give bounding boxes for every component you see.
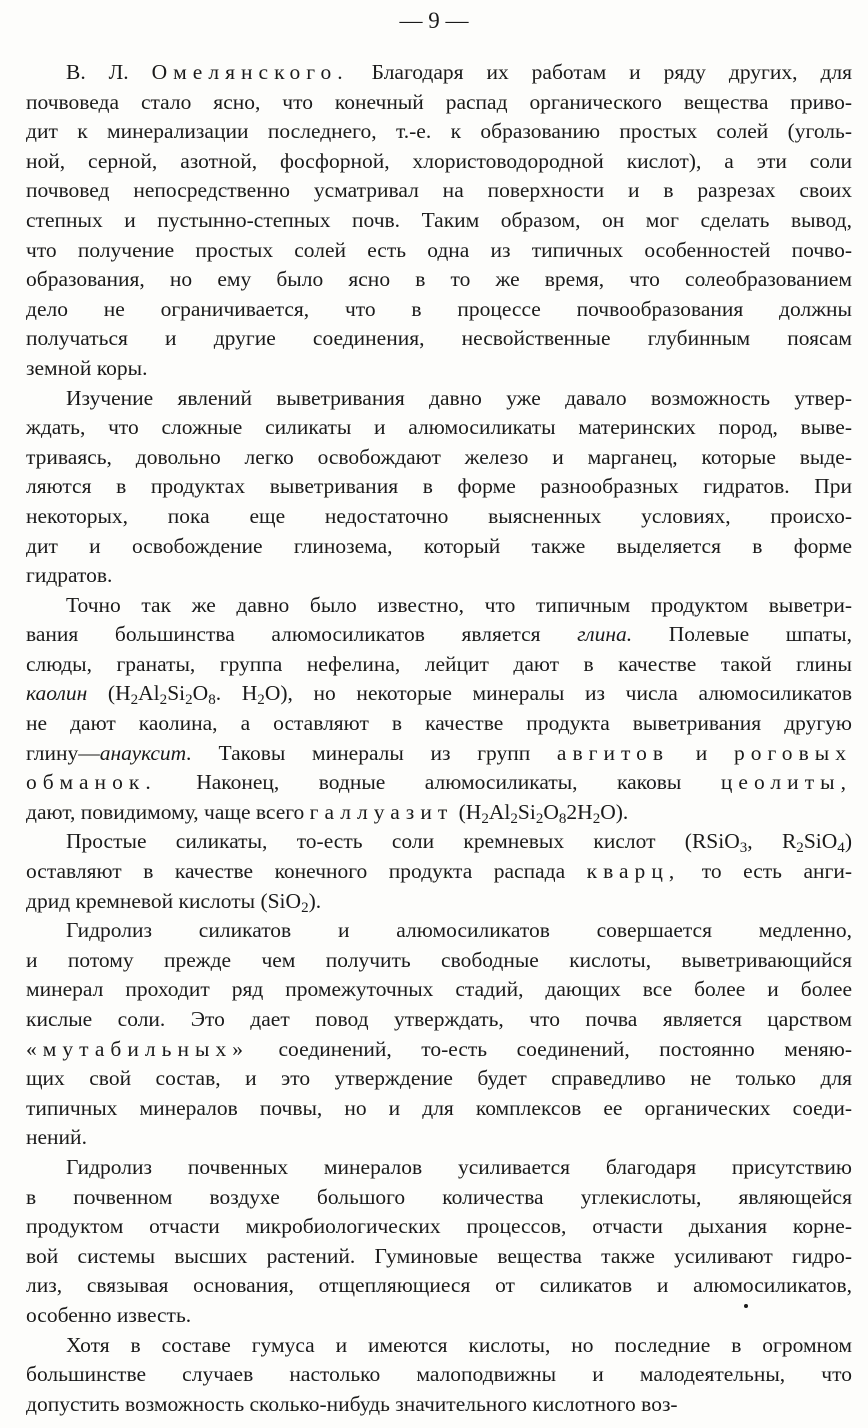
text-run: (H <box>453 799 482 824</box>
text-line <box>26 591 852 621</box>
paragraph-1 <box>26 58 852 384</box>
text-run: некоторых, пока еще недостаточно выясненных условиях, происхо- <box>26 503 852 528</box>
text-run: минерал проходит ряд промежуточных стадий, дающих все более и более <box>26 977 852 1002</box>
text-line <box>26 709 852 739</box>
text-line <box>26 1212 852 1242</box>
text-line <box>26 1271 852 1301</box>
text-run: В. Л. <box>66 60 152 84</box>
text-run: кислые соли. Это дает повод утверждать, что почва является царством <box>26 1007 852 1031</box>
subscript: 2 <box>257 692 265 709</box>
subscript: 2 <box>481 810 489 827</box>
text-run: Al <box>138 681 160 706</box>
text-run: Наконец, водные алюмосиликаты, каковы <box>156 770 721 795</box>
subscript: 8 <box>558 810 567 827</box>
text-line <box>26 1301 852 1331</box>
text-run: дит к минерализации последнего, т.-е. к образованию простых солей (уголь- <box>26 119 852 144</box>
text-run: Простые силикаты, то-есть соли кремневых кислот (RSiO <box>66 829 740 854</box>
text-run: Гидролиз силикатов и алюмосиликатов совершается медленно, <box>66 918 852 943</box>
text-line <box>26 1035 852 1065</box>
text-run: образования, но ему было ясно в то же время, что солеобразованием <box>26 267 852 292</box>
text-run: что получение простых солей есть одна из типичных особенностей почво- <box>26 237 852 262</box>
text-line <box>26 324 852 354</box>
text-line <box>26 1331 852 1361</box>
subscript: 2 <box>185 692 193 709</box>
text-run: O), но некоторые минералы из числа алюмосиликатов <box>264 681 852 706</box>
text-run: O <box>192 681 209 706</box>
text-line <box>26 916 852 946</box>
text-run: продуктом отчасти микробиологических процессов, отчасти дыхания корне- <box>26 1214 852 1239</box>
text-line <box>26 265 852 295</box>
text-run: глину— <box>26 740 100 765</box>
spaced-emphasis: галлуазит <box>309 799 454 824</box>
text-run: ляются в продуктах выветривания в форме разнообразных гидратов. При <box>26 474 852 499</box>
text-run: Точно так же давно было известно, что типичным продуктом выветри- <box>66 592 852 617</box>
text-line <box>26 946 852 976</box>
subscript: 2 <box>796 840 804 857</box>
text-line <box>26 472 852 502</box>
text-line <box>26 413 852 443</box>
text-line <box>26 1183 852 1213</box>
text-run: почвоведа стало ясно, что конечный распад органического вещества приво- <box>26 89 852 114</box>
text-line <box>26 650 852 680</box>
text-run: триваясь, довольно легко освобождают железо и марганец, которые выде- <box>26 444 852 469</box>
paragraph-2 <box>26 384 852 591</box>
italic-term: анауксит. <box>99 740 192 765</box>
text-line <box>26 975 852 1005</box>
subscript: 2 <box>130 692 139 709</box>
body-text <box>26 58 852 1419</box>
text-run: почвовед непосредственно усматривал на поверхности и в разрезах своих <box>26 178 852 203</box>
text-run: получаться и другие соединения, несвойственные глубинным поясам <box>26 326 852 351</box>
text-line <box>26 1242 852 1272</box>
text-run: дают, повидимому, чаще всего <box>26 799 310 824</box>
text-line <box>26 679 852 709</box>
text-run: земной коры. <box>26 355 148 380</box>
subscript: 8 <box>208 692 216 709</box>
spaced-emphasis: «мутабильных» <box>26 1036 249 1061</box>
text-run: вания большинства алюмосиликатов является <box>26 622 578 647</box>
text-run: и <box>669 740 734 765</box>
text-run: дрид кремневой кислоты (SiO <box>26 888 302 913</box>
text-line <box>26 384 852 414</box>
text-run: ной, серной, азотной, фосфорной, хлористоводородной кислот), а эти соли <box>26 148 852 173</box>
text-line <box>26 620 852 650</box>
text-run: Si <box>167 681 186 706</box>
text-run: нений. <box>26 1125 87 1150</box>
text-run: Хотя в составе гумуса и имеются кислоты, но последние в огромном <box>66 1332 852 1357</box>
text-line <box>26 739 852 769</box>
text-run: ). <box>308 888 322 913</box>
text-line <box>26 58 852 88</box>
text-run: ) <box>844 829 852 854</box>
subscript: 2 <box>510 810 518 827</box>
text-run: Таковы минералы из групп <box>191 740 557 765</box>
text-run: . H <box>215 681 258 706</box>
text-line <box>26 354 852 384</box>
text-run: оставляют в качестве конечного продукта распада <box>26 859 587 884</box>
spaced-emphasis: авгитов <box>556 740 670 765</box>
text-line <box>26 857 852 887</box>
text-run: дит и освобождение глинозема, который также выделяется в форме <box>26 533 852 558</box>
text-line <box>26 887 852 917</box>
text-run: не дают каолина, а оставляют в качестве продукта выветривания другую <box>26 711 852 736</box>
subscript: 4 <box>837 840 845 857</box>
subscript: 2 <box>301 899 309 916</box>
subscript: 2 <box>159 692 168 709</box>
spaced-emphasis: роговых <box>733 740 852 765</box>
text-run: типичных минералов почвы, но и для комплексов ее органических соеди- <box>26 1095 852 1120</box>
italic-term: глина. <box>577 622 633 647</box>
subscript: 2 <box>535 810 544 827</box>
text-run: в почвенном воздухе большого количества углекислоты, являющейся <box>26 1184 852 1209</box>
text-run: вой системы высших растений. Гуминовые вещества также усиливают гидро- <box>26 1243 852 1268</box>
paragraph-7 <box>26 1331 852 1420</box>
text-run: щих свой состав, и это утверждение будет справедливо не только для <box>26 1066 852 1091</box>
text-line <box>26 1153 852 1183</box>
text-run: допустить возможность сколько-нибудь значительного кислотного воз- <box>26 1391 678 1416</box>
text-line <box>26 798 852 828</box>
text-line <box>26 443 852 473</box>
text-run: Изучение явлений выветривания давно уже давало возможность утвер- <box>66 385 852 410</box>
page-number: — 9 — <box>399 8 469 33</box>
text-run: соединений, то-есть соединений, постоянно меняю- <box>249 1036 852 1061</box>
text-line <box>26 561 852 591</box>
text-run: Гидролиз почвенных минералов усиливается благодаря присутствию <box>66 1154 852 1179</box>
spaced-emphasis: кварц, <box>586 859 681 884</box>
text-run: SiO <box>803 829 838 854</box>
text-run: 2H <box>566 799 593 824</box>
text-run: (H <box>87 681 131 706</box>
text-line <box>26 147 852 177</box>
spaced-emphasis: Омелянского. <box>151 60 349 84</box>
text-line <box>26 768 852 798</box>
spaced-emphasis: цеолиты, <box>720 770 852 795</box>
text-line <box>26 206 852 236</box>
text-run: особенно известь. <box>26 1302 192 1327</box>
text-run: Полевые шпаты, <box>632 622 853 647</box>
text-run: ждать, что сложные силикаты и алюмосиликаты материнских пород, выве- <box>26 415 852 440</box>
text-run: O <box>543 799 559 824</box>
text-run: степных и пустынно-степных почв. Таким образом, он мог сделать вывод, <box>26 207 852 232</box>
paragraph-3 <box>26 591 852 828</box>
italic-term: каолин <box>26 681 88 706</box>
text-line <box>26 1360 852 1390</box>
text-line <box>26 117 852 147</box>
spaced-emphasis: обманок. <box>26 770 157 795</box>
text-run: Al <box>488 799 511 824</box>
paragraph-4 <box>26 827 852 916</box>
text-line <box>26 1005 852 1035</box>
text-run: большинстве случаев настолько малоподвижны и малодеятельны, что <box>26 1362 852 1387</box>
paragraph-5 <box>26 916 852 1153</box>
print-speck <box>744 1304 748 1308</box>
text-line <box>26 236 852 266</box>
text-line <box>26 1390 852 1420</box>
text-line <box>26 502 852 532</box>
text-line <box>26 827 852 857</box>
text-line <box>26 176 852 206</box>
text-run: , R <box>747 829 797 854</box>
text-run: то есть анги- <box>680 859 852 884</box>
text-line <box>26 532 852 562</box>
text-run: и потому прежде чем получить свободные кислоты, выветривающийся <box>26 947 852 972</box>
text-run: слюды, гранаты, группа нефелина, лейцит дают в качестве такой глины <box>26 651 852 676</box>
subscript: 2 <box>592 810 601 827</box>
text-run: лиз, связывая основания, отщепляющиеся от силикатов и алюмосиликатов, <box>26 1273 852 1298</box>
text-line <box>26 1123 852 1153</box>
text-line <box>26 88 852 118</box>
text-run: гидратов. <box>26 563 113 588</box>
text-run: Благодаря их работам и ряду других, для <box>348 60 852 84</box>
text-line <box>26 1064 852 1094</box>
subscript: 3 <box>739 840 748 857</box>
text-run: O). <box>600 799 629 824</box>
text-run: Si <box>517 799 536 824</box>
text-run: дело не ограничивается, что в процессе почвообразования должны <box>26 296 852 321</box>
text-line <box>26 295 852 325</box>
text-line <box>26 1094 852 1124</box>
paragraph-6 <box>26 1153 852 1331</box>
